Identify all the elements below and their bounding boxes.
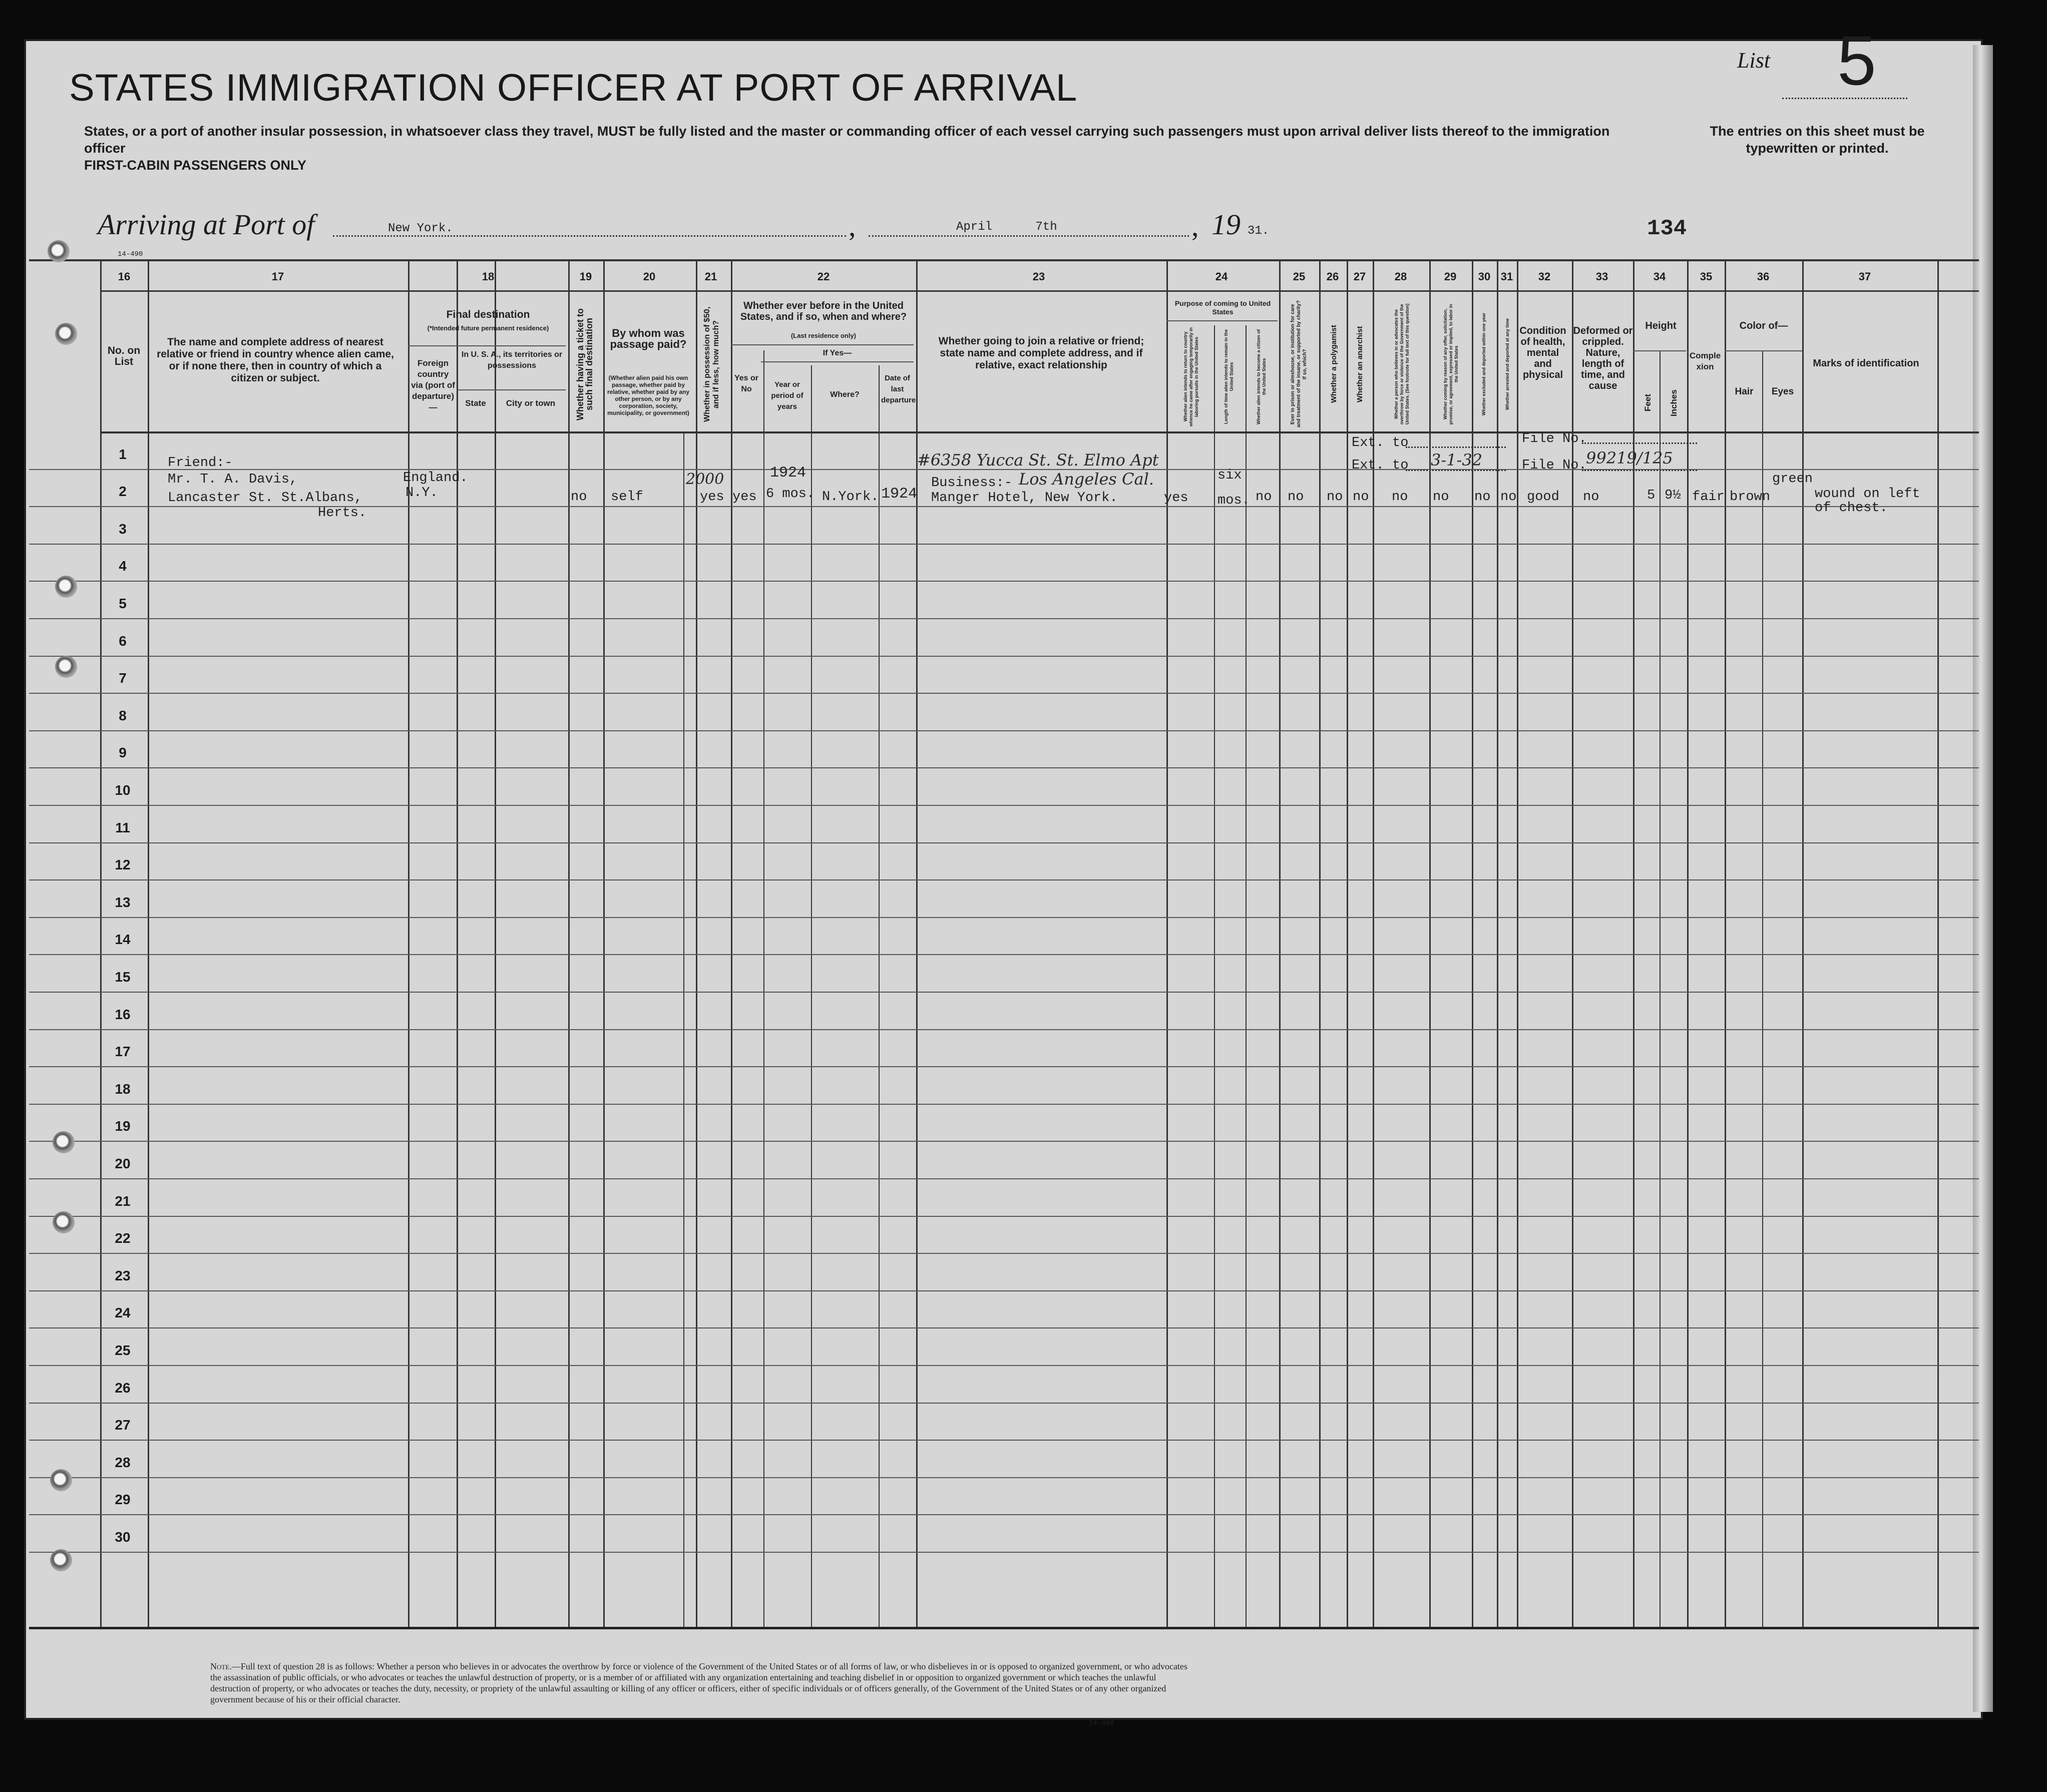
annotation-file-2-line <box>1582 470 1697 471</box>
row-rule <box>29 581 1979 582</box>
entry-paid-by: self <box>611 490 643 505</box>
binder-hole <box>53 1131 75 1153</box>
instructions <box>84 123 1611 174</box>
entry-length-line-1: six <box>1217 468 1242 483</box>
entry-join-line-3: Manger Hotel, New York. <box>931 491 1118 506</box>
header-sub-rule <box>761 361 914 362</box>
row-rule <box>29 618 1979 619</box>
header-deported: Whether arrested and deported at any time <box>1504 318 1510 410</box>
entry-marks-line-1: wound on left <box>1815 487 1920 502</box>
entry-money: yes <box>700 490 724 505</box>
binder-hole <box>55 323 77 345</box>
row-rule <box>29 842 1979 843</box>
column-number: 36 <box>1757 270 1770 283</box>
header-hair: Hair <box>1735 386 1754 397</box>
row-rule <box>29 1365 1979 1366</box>
entry-before-where: N.York. <box>822 490 879 505</box>
header-polygamist: Whether a polygamist <box>1330 325 1338 403</box>
column-rule <box>696 259 697 1627</box>
row-rule <box>29 954 1979 955</box>
row-rule <box>29 1029 1979 1030</box>
header-nearest-relative: The name and complete address of nearest relative or friend in country whence alien came, or if none there, then in country of which a citizen or subject. <box>157 336 394 384</box>
header-height: Height <box>1645 320 1677 331</box>
entry-purpose-return: yes <box>1164 491 1188 506</box>
list-number-line <box>1782 98 1907 99</box>
header-no-on-list: No. on List <box>107 345 141 367</box>
row-rule <box>29 992 1979 993</box>
row-rule <box>29 1178 1979 1179</box>
form-code-bottom: 14-490 <box>1089 1719 1114 1727</box>
header-foreign-country: Foreign country via (port of departure)— <box>411 358 455 412</box>
row-number: 30 <box>115 1529 131 1545</box>
entry-money-handwritten: 2000 <box>686 471 724 488</box>
row-number: 17 <box>115 1044 131 1059</box>
entry-last-departure: 1924 <box>881 486 918 503</box>
header-sub-rule <box>1633 350 1686 351</box>
row-rule <box>29 805 1979 806</box>
header-sub-rule <box>731 344 914 345</box>
header-join-relative: Whether going to join a relative or friend; state name and complete address, and if relative, exact relationship <box>938 335 1144 371</box>
header-health: Condition of health, mental and physical <box>1519 325 1566 380</box>
entry-prison: no <box>1288 490 1304 505</box>
footnote-label: Note. <box>210 1661 232 1671</box>
entry-relative-line-4: Herts. <box>318 506 367 521</box>
header-year: Year or period of years <box>771 380 803 411</box>
row-number: 15 <box>115 969 131 985</box>
entry-excluded: no <box>1474 490 1491 505</box>
row-rule <box>29 1514 1979 1515</box>
header-feet: Feet <box>1643 394 1653 412</box>
footnote-text: —Full text of question 28 is as follows: Whether a person who believes in or advocates the overthrow by force or violence of the Government of the United States or of all forms of law, or who disbelieves in or is opposed to organized government, or who advocates the assassination of public officials, or who advocates or teaches the unlawful destruction of property, or is a member of or affiliated with any organization entertaining and teaching disbelief in or opposition to organized government or which teaches the unlawful destruction of property, or who advocates or teaches the duty, necessity, or propriety of the unlawful assaulting or killing of any officer or officers, either of specific individuals or of officers generally, of the Government of the United States or of any other organized government because of his or their official character. <box>210 1661 1187 1704</box>
row-number: 10 <box>115 782 131 798</box>
entry-before-year: 1924 <box>770 465 806 482</box>
row-number: 19 <box>115 1118 131 1134</box>
header-state: State <box>465 398 486 408</box>
header-color: Color of— <box>1739 320 1788 331</box>
row-number: 12 <box>115 857 131 872</box>
header-if-yes: If Yes— <box>823 349 852 357</box>
header-deformed: Deformed or crippled. Nature, length of time, and cause <box>1573 325 1633 391</box>
entry-health: good <box>1527 490 1559 505</box>
column-number: 34 <box>1653 270 1666 283</box>
header-labor-offer: Whether coming by reason of any offer, solicitation, promise, or agreement, expressed or implied, to labor in the United States <box>1442 304 1459 424</box>
date-value: April 7th <box>956 220 1057 234</box>
header-sub-rule <box>408 345 566 346</box>
sub-column-rule <box>763 350 764 1627</box>
header-where: Where? <box>830 390 860 399</box>
annotation-file-2: File No. <box>1522 458 1587 473</box>
header-eyes: Eyes <box>1771 386 1794 397</box>
row-rule <box>29 1104 1979 1105</box>
column-rule <box>731 259 732 1627</box>
column-number: 29 <box>1444 270 1457 283</box>
binder-hole <box>50 1549 72 1571</box>
table-top-rule <box>29 259 1979 261</box>
header-passage-paid: By whom was passage paid? <box>610 327 687 350</box>
binder-hole <box>50 1469 72 1491</box>
entry-length-line-2: mos. <box>1217 493 1250 508</box>
header-purpose: Purpose of coming to United States <box>1174 299 1271 316</box>
row-number: 3 <box>119 521 127 537</box>
table-bottom-rule <box>29 1627 1979 1629</box>
column-rule <box>568 259 570 1627</box>
column-number: 19 <box>579 270 592 283</box>
year-prefix: 19 <box>1211 208 1241 241</box>
annotation-ext-1-line <box>1406 446 1506 448</box>
column-rule <box>1802 259 1804 1627</box>
header-prison: Ever in prison or almshouse, or institution for care and treatment of the insane, or supported by charity? If so, which? <box>1290 300 1308 428</box>
row-rule <box>29 1403 1979 1404</box>
header-length-of-stay: Length of time alien intends to remain in the United States <box>1223 329 1234 424</box>
row-number: 25 <box>115 1342 131 1358</box>
binder-hole <box>53 1211 75 1233</box>
footnote <box>210 1661 1191 1705</box>
column-number: 25 <box>1293 270 1306 283</box>
column-rule <box>148 259 149 1627</box>
row-rule <box>29 656 1979 657</box>
page-title: STATES IMMIGRATION OFFICER AT PORT OF ARRIVAL <box>69 67 1078 109</box>
binder-hole <box>55 656 77 678</box>
column-rule <box>495 259 496 1627</box>
column-rule <box>1517 259 1518 1627</box>
header-sub-rule <box>1166 320 1278 321</box>
column-rule <box>1319 259 1321 1627</box>
header-final-destination-sub: (*Intended future permanent residence) <box>427 324 549 332</box>
binder-hole <box>48 240 70 262</box>
row-rule <box>29 917 1979 918</box>
header-become-citizen: Whether alien intends to become a citizen of the United States <box>1256 329 1267 424</box>
column-rule <box>1347 259 1348 1627</box>
row-number: 21 <box>115 1193 131 1209</box>
row-number: 9 <box>119 745 127 760</box>
column-number: 23 <box>1032 270 1045 283</box>
entry-join-handwritten-address: #6358 Yucca St. St. Elmo Apt <box>917 451 1159 470</box>
header-city: City or town <box>506 398 556 408</box>
column-number-rule <box>100 290 1979 292</box>
column-number: 30 <box>1478 270 1491 283</box>
header-before-in-us: Whether ever before in the United States, and if so, when and where? <box>740 300 907 322</box>
sub-column-rule <box>1660 350 1661 1627</box>
column-number: 31 <box>1500 270 1513 283</box>
list-number: 5 <box>1837 21 1876 100</box>
header-sub-rule <box>457 389 566 390</box>
sub-column-rule <box>1214 325 1215 1627</box>
row-number: 27 <box>115 1417 131 1433</box>
column-number: 16 <box>118 270 131 283</box>
sub-column-rule <box>1246 325 1247 1627</box>
page-binding-edge <box>1973 45 1993 1712</box>
column-number: 27 <box>1353 270 1366 283</box>
row-rule <box>29 693 1979 694</box>
sheet-stamp: 134 <box>1647 216 1687 241</box>
row-rule <box>29 879 1979 880</box>
column-number: 28 <box>1394 270 1407 283</box>
binder-hole <box>55 576 77 598</box>
entry-join-business-handwritten: Los Angeles Cal. <box>1019 470 1154 489</box>
column-rule <box>1166 259 1168 1627</box>
row-number: 11 <box>115 820 130 835</box>
annotation-ext-2: Ext. to <box>1352 458 1409 473</box>
port-line <box>333 235 846 237</box>
entry-hair: brown <box>1730 490 1771 505</box>
entry-marks-line-2: of chest. <box>1815 501 1888 516</box>
row-rule <box>29 767 1979 768</box>
entry-ticket: no <box>571 490 587 505</box>
row-number: 14 <box>115 932 131 947</box>
row-number: 18 <box>115 1081 131 1097</box>
row-number: 28 <box>115 1455 131 1470</box>
entry-foreign-country: England. <box>403 471 468 486</box>
column-number: 22 <box>817 270 830 283</box>
row-rule <box>29 1552 1979 1553</box>
annotation-file-number-handwritten: 99219/125 <box>1586 449 1673 468</box>
column-rule <box>603 259 605 1627</box>
entry-inches: 9½ <box>1665 488 1681 503</box>
row-rule <box>29 1327 1979 1328</box>
column-rule <box>1937 259 1939 1627</box>
header-in-usa: In U. S. A., its territories or possessions <box>461 350 563 370</box>
annotation-ext-date-handwritten: 3-1-32 <box>1431 451 1483 470</box>
row-number: 5 <box>119 596 127 611</box>
header-fifty-dollars: Whether in possession of $50, and if less, how much? <box>703 306 720 422</box>
header-complexion: Complexion <box>1689 351 1721 371</box>
row-rule <box>29 1216 1979 1217</box>
instructions-line-1: States, or a port of another insular possession, in whatsoever class they travel, MUST be fully listed and the master or commanding officer of each vessel carrying such passengers must upon arrival deliver lists thereof to the immigration officer <box>84 124 1610 156</box>
column-number: 24 <box>1215 270 1228 283</box>
entry-eyes: green <box>1772 472 1813 487</box>
row-rule <box>29 1290 1979 1291</box>
entry-relative-line-1: Friend:- <box>168 456 233 471</box>
arriving-label: Arriving at Port of <box>98 208 315 241</box>
row-number: 13 <box>115 894 131 910</box>
row-number: 26 <box>115 1380 131 1396</box>
row-number: 29 <box>115 1492 131 1507</box>
header-bottom-rule <box>100 431 1979 433</box>
header-purpose-return: Whether alien intends to return to country whence he came after engaging temporarily in laboring pursuits in the United States <box>1182 327 1199 426</box>
column-number: 32 <box>1538 270 1551 283</box>
comma-separator-2: , <box>1191 210 1199 242</box>
sub-column-rule <box>879 365 880 1627</box>
annotation-file-1: File No. <box>1522 431 1587 446</box>
list-label: List <box>1737 48 1771 73</box>
row-rule <box>29 544 1979 545</box>
instructions-line-2: FIRST-CABIN PASSENGERS ONLY <box>84 158 307 173</box>
row-rule <box>29 1141 1979 1142</box>
column-number: 20 <box>643 270 656 283</box>
column-number: 26 <box>1326 270 1339 283</box>
sub-column-rule <box>1762 350 1763 1627</box>
row-number: 20 <box>115 1156 131 1171</box>
entry-anarchist: no <box>1353 490 1369 505</box>
entry-polygamist: no <box>1327 490 1343 505</box>
row-number: 1 <box>119 446 127 462</box>
row-number: 8 <box>119 708 127 723</box>
header-ticket: Whether having a ticket to such final destination <box>575 308 594 420</box>
column-number: 35 <box>1700 270 1713 283</box>
year-suffix: 31. <box>1248 224 1270 238</box>
entry-before-period: 6 mos. <box>766 487 815 502</box>
header-overthrow: Whether a person who believes in or advocates the overthrow by force or violence of the Government of the United States. (See footnote for full text of this question) <box>1393 303 1410 425</box>
column-rule <box>1279 259 1281 1627</box>
entry-labor: no <box>1433 490 1449 505</box>
header-inches: Inches <box>1669 389 1679 416</box>
port-value: New York. <box>388 222 453 235</box>
header-yes-no: Yes or No <box>734 374 759 393</box>
row-number: 2 <box>119 484 127 499</box>
row-rule <box>29 730 1979 731</box>
row-rule <box>29 1253 1979 1254</box>
column-rule <box>1687 259 1689 1627</box>
date-line <box>869 235 1189 237</box>
entry-relative-line-2: Mr. T. A. Davis, <box>168 472 298 487</box>
row-number: 7 <box>119 670 127 686</box>
entry-overthrow: no <box>1392 490 1408 505</box>
sub-column-rule <box>811 365 812 1627</box>
row-number: 16 <box>115 1007 131 1022</box>
row-rule <box>29 1066 1979 1067</box>
header-marks: Marks of identification <box>1813 358 1919 369</box>
column-rule <box>1497 259 1498 1627</box>
annotation-file-1-line <box>1582 442 1697 444</box>
row-rule <box>29 1440 1979 1441</box>
form-code-top: 14-490 <box>118 250 143 258</box>
entry-relative-line-3: Lancaster St. St.Albans, <box>168 491 362 506</box>
header-excluded: Whether excluded and deported within one year <box>1481 312 1486 416</box>
row-number: 22 <box>115 1230 131 1246</box>
column-rule <box>1725 259 1726 1627</box>
row-number: 23 <box>115 1268 131 1283</box>
header-sub-rule <box>1725 350 1802 351</box>
column-number: 17 <box>271 270 284 283</box>
column-number: 21 <box>704 270 717 283</box>
header-passage-paid-sub: (Whether alien paid his own passage, whether paid by relative, whether paid by any other person, or by any corporation, society, municipality, or government) <box>607 374 690 416</box>
entry-deformed: no <box>1583 490 1599 505</box>
entry-before-yes-no: yes <box>732 490 757 505</box>
header-last-residence: (Last residence only) <box>790 332 857 339</box>
comma-separator: , <box>849 210 856 242</box>
row-rule <box>29 1477 1979 1478</box>
entry-complexion: fair <box>1692 490 1725 505</box>
entry-feet: 5 <box>1647 488 1656 503</box>
column-rule <box>408 259 410 1627</box>
row-number: 4 <box>119 558 127 574</box>
column-rule <box>457 259 458 1627</box>
entry-foreign-port: N.Y. <box>405 486 438 501</box>
typewritten-note: The entries on this sheet must be typewritten or printed. <box>1710 124 1925 156</box>
entry-deported: no <box>1500 490 1517 505</box>
row-number: 24 <box>115 1305 131 1320</box>
annotation-ext-1: Ext. to <box>1352 435 1409 451</box>
header-date-departure: Date of last departure <box>881 374 916 404</box>
annotation-ext-2-line <box>1406 470 1506 471</box>
column-number: 33 <box>1595 270 1608 283</box>
row-number: 6 <box>119 633 127 649</box>
entry-citizen: no <box>1256 490 1272 505</box>
column-number: 18 <box>482 270 495 283</box>
header-anarchist: Whether an anarchist <box>1356 326 1364 402</box>
header-final-destination: Final destination <box>446 309 530 320</box>
column-number: 37 <box>1858 270 1871 283</box>
entry-join-business: Business:- <box>931 476 1013 491</box>
